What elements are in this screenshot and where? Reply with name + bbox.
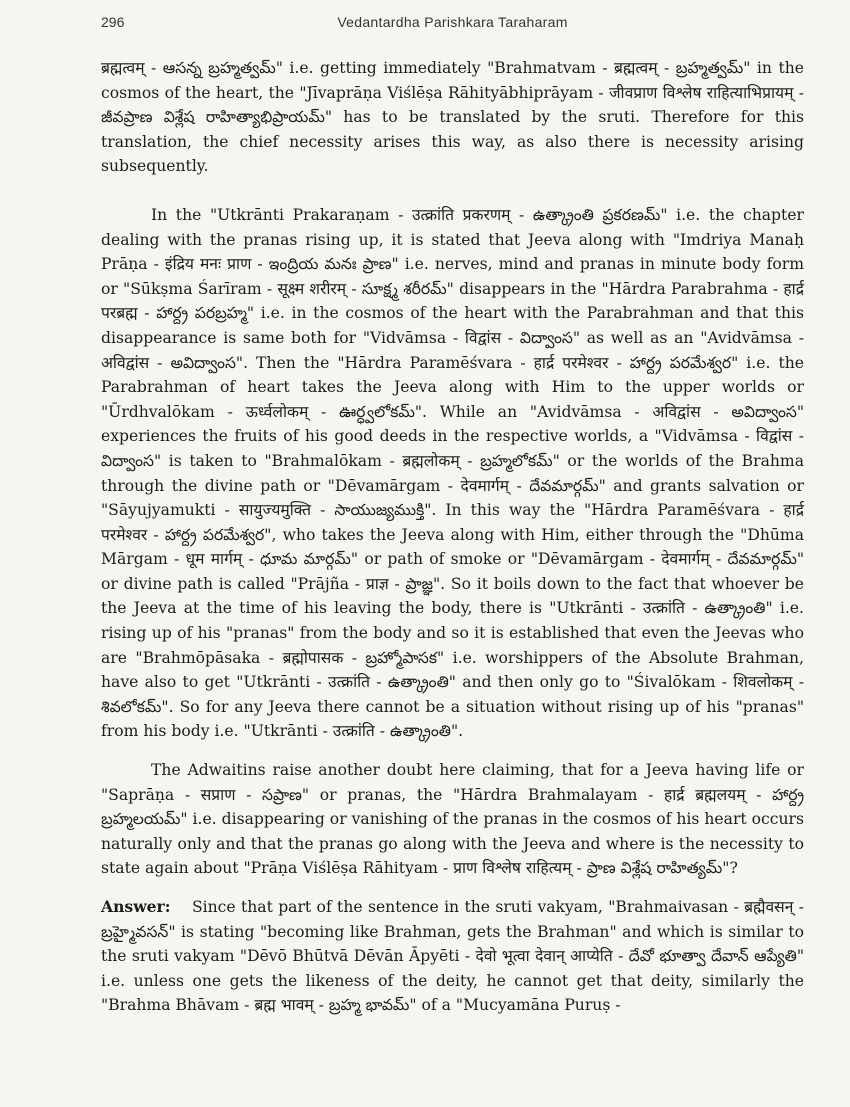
paragraph-answer bbox=[101, 895, 804, 1018]
document-body bbox=[101, 56, 804, 1018]
paragraph-intro: ब्रह्मत्वम् - ఆసన్న బ్రహ్మత్వమ్" i.e. getting immediately "Brahmatvam - ब्रह्मत्वम् - బ్రహ్మత్వమ్" in the cosmos of the heart, the "Jīvaprāṇa Viślēṣa Rāhityābhiprāyam - जीवप्राण विश्लेष राहित्याभिप्रायम् - జీవప్రాణ విశ్లేష రాహిత్యాభిప్రాయమ్" has to be translated by the sruti. Therefore for this translation, the chief necessity arises this way, as also there is necessity arising subsequently. bbox=[101, 59, 804, 176]
paragraph-adwaitin-doubt: The Adwaitins raise another doubt here claiming, that for a Jeeva having life or "Saprāṇa - सप्राण - సప్రాణ" or pranas, the "Hārdra Brahmalayam - हार्द्र ब्रह्मलयम् - హార్ద్ర బ్రహ్మలయమ్" i.e. disappearing or vanishing of the pranas in the cosmos of his heart occurs naturally only and that the pranas go along with the Jeeva and where is the necessity to state again about "Prāṇa Viślēṣa Rāhityam - प्राण विश्लेष राहित्यम् - ప్రాణ విశ్లేష రాహిత్యమ్"? bbox=[101, 761, 804, 878]
paragraph-utkranti: In the "Utkrānti Prakaraṇam - उत्क्रांति प्रकरणम् - ఉత్క్రాంతి ప్రకరణమ్" i.e. the chapter dealing with the pranas rising up, it is stated that Jeeva along with "Imdriya Manaḥ Prāṇa - इंद्रिय मनः प्राण - ఇంద్రియ మనః ప్రాణ" i.e. nerves, mind and pranas in minute body form or "Sūkṣma Śarīram - सूक्ष्म शरीरम् - సూక్ష్మ శరీరమ్" disappears in the "Hārdra Parabrahma - हार्द्र परब्रह्म - హార్ద్ర పరబ్రహ్మ" i.e. in the cosmos of the heart with the Parabrahman and that this disappearance is same both for "Vidvāmsa - विद्वांस - విద్వాంస" as well as an "Avidvāmsa - अविद्वांस - అవిద్వాంస". Then the "Hārdra Paramēśvara - हार्द्र परमेश्वर - హార్ద్ర పరమేశ్వర" i.e. the Parabrahman of heart takes the Jeeva along with Him to the upper worlds or "Ūrdhvalōkam - ऊर्ध्वलोकम् - ఊర్ధ్వలోకమ్". While an "Avidvāmsa - अविद्वांस - అవిద్వాంస" experiences the fruits of his good deeds in the respective worlds, a "Vidvāmsa - विद्वांस - విద్వాంస" is taken to "Brahmalōkam - ब्रह्मलोकम् - బ్రహ్మలోకమ్" or the worlds of the Brahma through the divine path or "Dēvamārgam - देवमार्गम् - దేవమార్గమ్" and grants salvation or "Sāyujyamukti - सायुज्यमुक्ति - సాయుజ్యముక్తి". In this way the "Hārdra Paramēśvara - हार्द्र परमेश्वर - హార్ద్ర పరమేశ్వర", who takes the Jeeva along with Him, either through the "Dhūma Mārgam - धूम मार्गम् - ధూమ మార్గమ్" or path of smoke or "Dēvamārgam - देवमार्गम् - దేవమార్గమ్" or divine path is called "Prājña - प्राज्ञ - ప్రాజ్ఞ". So it boils down to the fact that whoever be the Jeeva at the time of his leaving the body, there is "Utkrānti - उत्क्रांति - ఉత్క్రాంతి" i.e. rising up of his "pranas" from the body and so it is established that even the Jeevas who are "Brahmōpāsaka - ब्रह्मोपासक - బ్రహ్మోపాసక" i.e. worshippers of the Absolute Brahman, have also to get "Utkrānti - उत्क्रांति - ఉత్క్రాంతి" and then only go to "Śivalōkam - शिवलोकम् - శివలోకమ్". So for any Jeeva there cannot be a situation without rising up of his "pranas" from his body i.e. "Utkrānti - उत्क्रांति - ఉత్క్రాంతి". bbox=[101, 205, 804, 741]
answer-text: Since that part of the sentence in the sruti vakyam, "Brahmaivasan - ब्रह्मैवसन् - బ్రహ్మైవసన్" is stating "becoming like Brahman, gets the Brahman" and which is similar to the sruti vakyam "Dēvō Bhūtvā Dēvān Āpyēti - देवो भूत्वा देवान् आप्येति - దేవో భూత్వా దేవాన్ ఆప్యేతి" i.e. unless one gets the likeness of the deity, he cannot get that deity, similarly the "Brahma Bhāvam - ब्रह्म भावम् - బ్రహ్మ భావమ్" of a "Mucyamāna Puruṣ - bbox=[101, 898, 804, 1015]
answer-label: Answer: bbox=[101, 897, 171, 916]
page-header bbox=[101, 14, 804, 42]
running-title: Vedantardha Parishkara Taraharam bbox=[337, 14, 568, 30]
page-number: 296 bbox=[101, 14, 125, 30]
